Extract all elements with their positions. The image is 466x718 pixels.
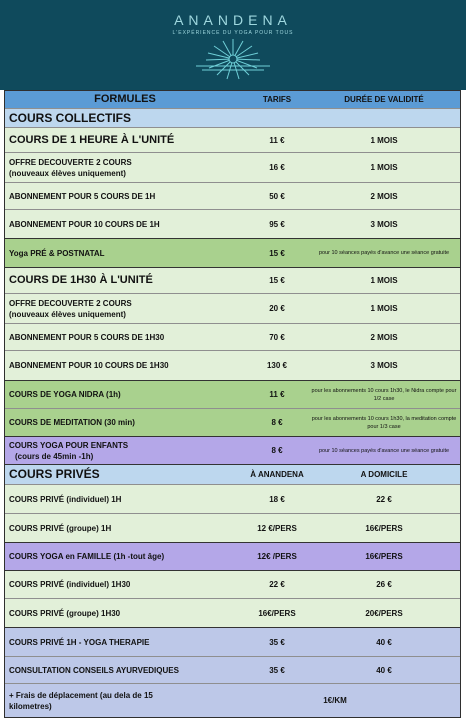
row-validity: pour 10 séances payés d'avance une séance gratuite <box>318 250 450 256</box>
row-price-domicile: 22 € <box>376 494 392 504</box>
table-row <box>5 239 460 268</box>
row-validity: pour les abonnements 10 cours 1h30, le Nidra compte pour 1/2 case <box>311 387 457 402</box>
row-label: ABONNEMENT POUR 10 COURS DE 1H <box>9 219 160 229</box>
row-price: 130 € <box>266 361 288 370</box>
row-label: CONSULTATION CONSEILS AYURVEDIQUES <box>9 665 179 675</box>
table-row <box>5 514 460 543</box>
col-formules: FORMULES <box>94 93 156 105</box>
row-label-main: OFFRE DECOUVERTE 2 COURS <box>9 157 132 167</box>
row-price-anandena: 22 € <box>269 580 285 589</box>
row-label: ABONNEMENT POUR 5 COURS DE 1H30 <box>9 332 165 342</box>
row-price: 11 € <box>269 135 285 145</box>
row-label-sub: (nouveaux élèves uniquement) <box>9 168 126 178</box>
row-price: 15 € <box>269 248 285 258</box>
row-validity: 1 MOIS <box>370 304 398 313</box>
row-label: COURS YOGA en FAMILLE (1h -tout âge) <box>9 552 165 561</box>
row-label: COURS PRIVÉ (groupe) 1H <box>9 523 112 533</box>
row-validity: 3 MOIS <box>370 219 398 229</box>
row-price: 20 € <box>269 304 285 313</box>
table-row <box>5 437 460 465</box>
table-row <box>5 153 460 183</box>
row-label: COURS PRIVÉ (groupe) 1H30 <box>9 608 121 618</box>
table-row <box>5 183 460 210</box>
price-table <box>4 90 461 718</box>
row-label: COURS DE MEDITATION (30 min) <box>9 418 135 427</box>
row-label: ABONNEMENT POUR 10 COURS DE 1H30 <box>9 361 169 370</box>
row-label: COURS PRIVÉ (individuel) 1H <box>9 494 122 504</box>
row-price-anandena: 18 € <box>269 494 285 504</box>
row-price: 15 € <box>269 276 285 285</box>
row-label: COURS PRIVÉ 1H - YOGA THERAPIE <box>9 637 150 647</box>
row-validity: 2 MOIS <box>370 191 398 201</box>
table-row <box>5 294 460 324</box>
table-row <box>5 571 460 599</box>
row-price-domicile: 26 € <box>376 580 392 589</box>
table-row <box>5 351 460 381</box>
table-row <box>5 324 460 351</box>
table-row <box>5 628 460 657</box>
table-row <box>5 210 460 239</box>
col-validite: DURÉE DE VALIDITÉ <box>344 95 424 104</box>
row-price-domicile: 16€/PERS <box>365 552 403 561</box>
row-price-anandena: 35 € <box>269 637 285 647</box>
section-prives <box>5 465 460 485</box>
row-label <box>9 294 235 323</box>
col-anandena: À ANANDENA <box>250 470 304 479</box>
row-price: 95 € <box>269 219 285 229</box>
row-label: COURS DE 1 HEURE À L'UNITÉ <box>9 133 175 146</box>
table-row <box>5 657 460 684</box>
row-price: 50 € <box>269 191 285 201</box>
row-label: Yoga PRÉ & POSTNATAL <box>9 248 105 258</box>
row-price: 8 € <box>271 418 283 427</box>
row-label-main: OFFRE DECOUVERTE 2 COURS <box>9 298 132 308</box>
row-price-domicile: 40 € <box>376 665 392 675</box>
brand-tagline: L'EXPÉRIENCE DU YOGA POUR TOUS <box>172 30 294 36</box>
row-validity: 2 MOIS <box>370 332 398 342</box>
row-label <box>9 437 235 464</box>
row-label: + Frais de déplacement (au dela de 15 kilometres) <box>9 690 153 711</box>
row-price-domicile: 16€/PERS <box>365 523 403 533</box>
table-row <box>5 381 460 409</box>
row-validity: 1 MOIS <box>370 135 398 145</box>
section-title: COURS PRIVÉS <box>9 467 100 481</box>
row-label-main: COURS YOGA POUR ENFANTS <box>9 440 129 450</box>
row-price-anandena: 12 €/PERS <box>257 523 297 533</box>
col-domicile: A DOMICILE <box>360 470 408 479</box>
row-price-domicile: 20€/PERS <box>365 608 403 618</box>
row-validity: 1 MOIS <box>370 276 398 285</box>
row-price-domicile: 40 € <box>376 637 392 647</box>
table-row <box>5 485 460 514</box>
row-validity: pour les abonnements 10 cours 1h30, la meditation compte pour 1/3 case <box>311 415 457 430</box>
table-row <box>5 543 460 571</box>
table-row <box>5 128 460 153</box>
row-price-anandena: 12€ /PERS <box>257 552 297 561</box>
row-label-sub: (cours de 45min -1h) <box>15 451 94 461</box>
row-price-anandena: 16€/PERS <box>258 608 296 618</box>
row-validity: 1 MOIS <box>370 163 398 172</box>
header-banner <box>0 0 466 90</box>
row-price: 70 € <box>269 332 285 342</box>
section-title: COURS COLLECTIFS <box>9 110 131 125</box>
row-label: COURS DE YOGA NIDRA (1h) <box>9 390 121 399</box>
row-validity: pour 10 séances payés d'avance une séance gratuite <box>318 447 450 454</box>
col-tarifs: TARIFS <box>262 95 292 104</box>
row-price: 16 € <box>269 163 285 172</box>
row-price-anandena: 35 € <box>269 665 285 675</box>
row-label <box>9 153 235 182</box>
row-label-sub: (nouveaux élèves uniquement) <box>9 309 126 319</box>
table-row <box>5 684 460 717</box>
row-price: 8 € <box>271 446 283 455</box>
row-validity: 3 MOIS <box>370 361 398 370</box>
row-price: 1€/KM <box>323 696 347 705</box>
table-row <box>5 599 460 628</box>
table-header-row <box>5 91 460 109</box>
row-price: 11 € <box>269 390 285 399</box>
sunrise-logo-icon <box>188 37 278 83</box>
section-collectifs <box>5 109 460 128</box>
row-label: COURS PRIVÉ (individuel) 1H30 <box>9 580 131 589</box>
brand-name: ANANDENA <box>174 12 292 28</box>
table-row <box>5 409 460 437</box>
row-label: ABONNEMENT POUR 5 COURS DE 1H <box>9 191 156 201</box>
table-row <box>5 268 460 294</box>
row-label: COURS DE 1H30 À L'UNITÉ <box>9 274 153 286</box>
